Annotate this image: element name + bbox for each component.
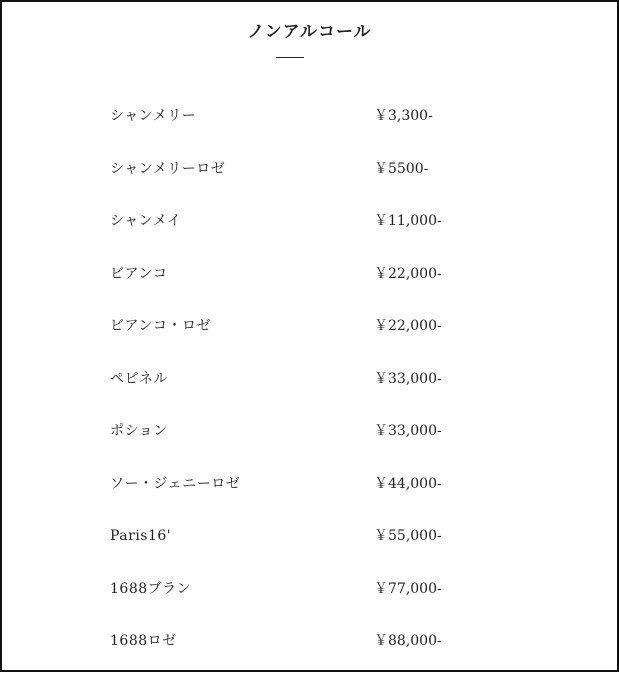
menu-item-price: ￥22,000- (374, 265, 442, 282)
menu-item-name: ビアンコ・ロゼ (110, 318, 211, 334)
title-underline (276, 57, 304, 58)
menu-row (110, 578, 530, 631)
menu-row (110, 368, 530, 421)
menu-row (110, 105, 530, 158)
menu-item-name: Paris16' (110, 528, 172, 544)
menu-item-price: ￥77,000- (374, 580, 442, 597)
menu-row (110, 315, 530, 368)
menu-item-price: ￥44,000- (374, 475, 442, 492)
menu-item-price: ￥5500- (374, 160, 429, 177)
menu-item-name: ペピネル (110, 370, 168, 387)
menu-row (110, 473, 530, 526)
menu-item-price: ￥11,000- (374, 213, 442, 229)
menu-item-price: ￥88,000- (374, 633, 442, 649)
menu-item-name: ポション (110, 423, 168, 439)
menu-list (110, 105, 530, 683)
menu-item-name: ビアンコ (110, 265, 168, 282)
menu-row (110, 210, 530, 263)
menu-item-name: シャンメイ (110, 213, 182, 229)
menu-item-name: シャンメリーロゼ (110, 160, 226, 177)
section-title: ノンアルコール (247, 22, 372, 42)
menu-row (110, 263, 530, 316)
menu-row (110, 525, 530, 578)
menu-item-name: 1688ブラン (110, 580, 192, 597)
menu-item-name: 1688ロゼ (110, 633, 177, 649)
menu-row (110, 630, 530, 683)
menu-item-price: ￥3,300- (374, 108, 433, 124)
menu-item-name: シャンメリー (110, 108, 197, 124)
menu-item-price: ￥55,000- (374, 528, 442, 544)
menu-item-name: ソー・ジェニーロゼ (110, 475, 241, 492)
menu-item-price: ￥33,000- (374, 370, 442, 387)
menu-item-price: ￥33,000- (374, 423, 442, 439)
menu-item-price: ￥22,000- (374, 318, 442, 334)
menu-row (110, 420, 530, 473)
menu-row (110, 158, 530, 211)
